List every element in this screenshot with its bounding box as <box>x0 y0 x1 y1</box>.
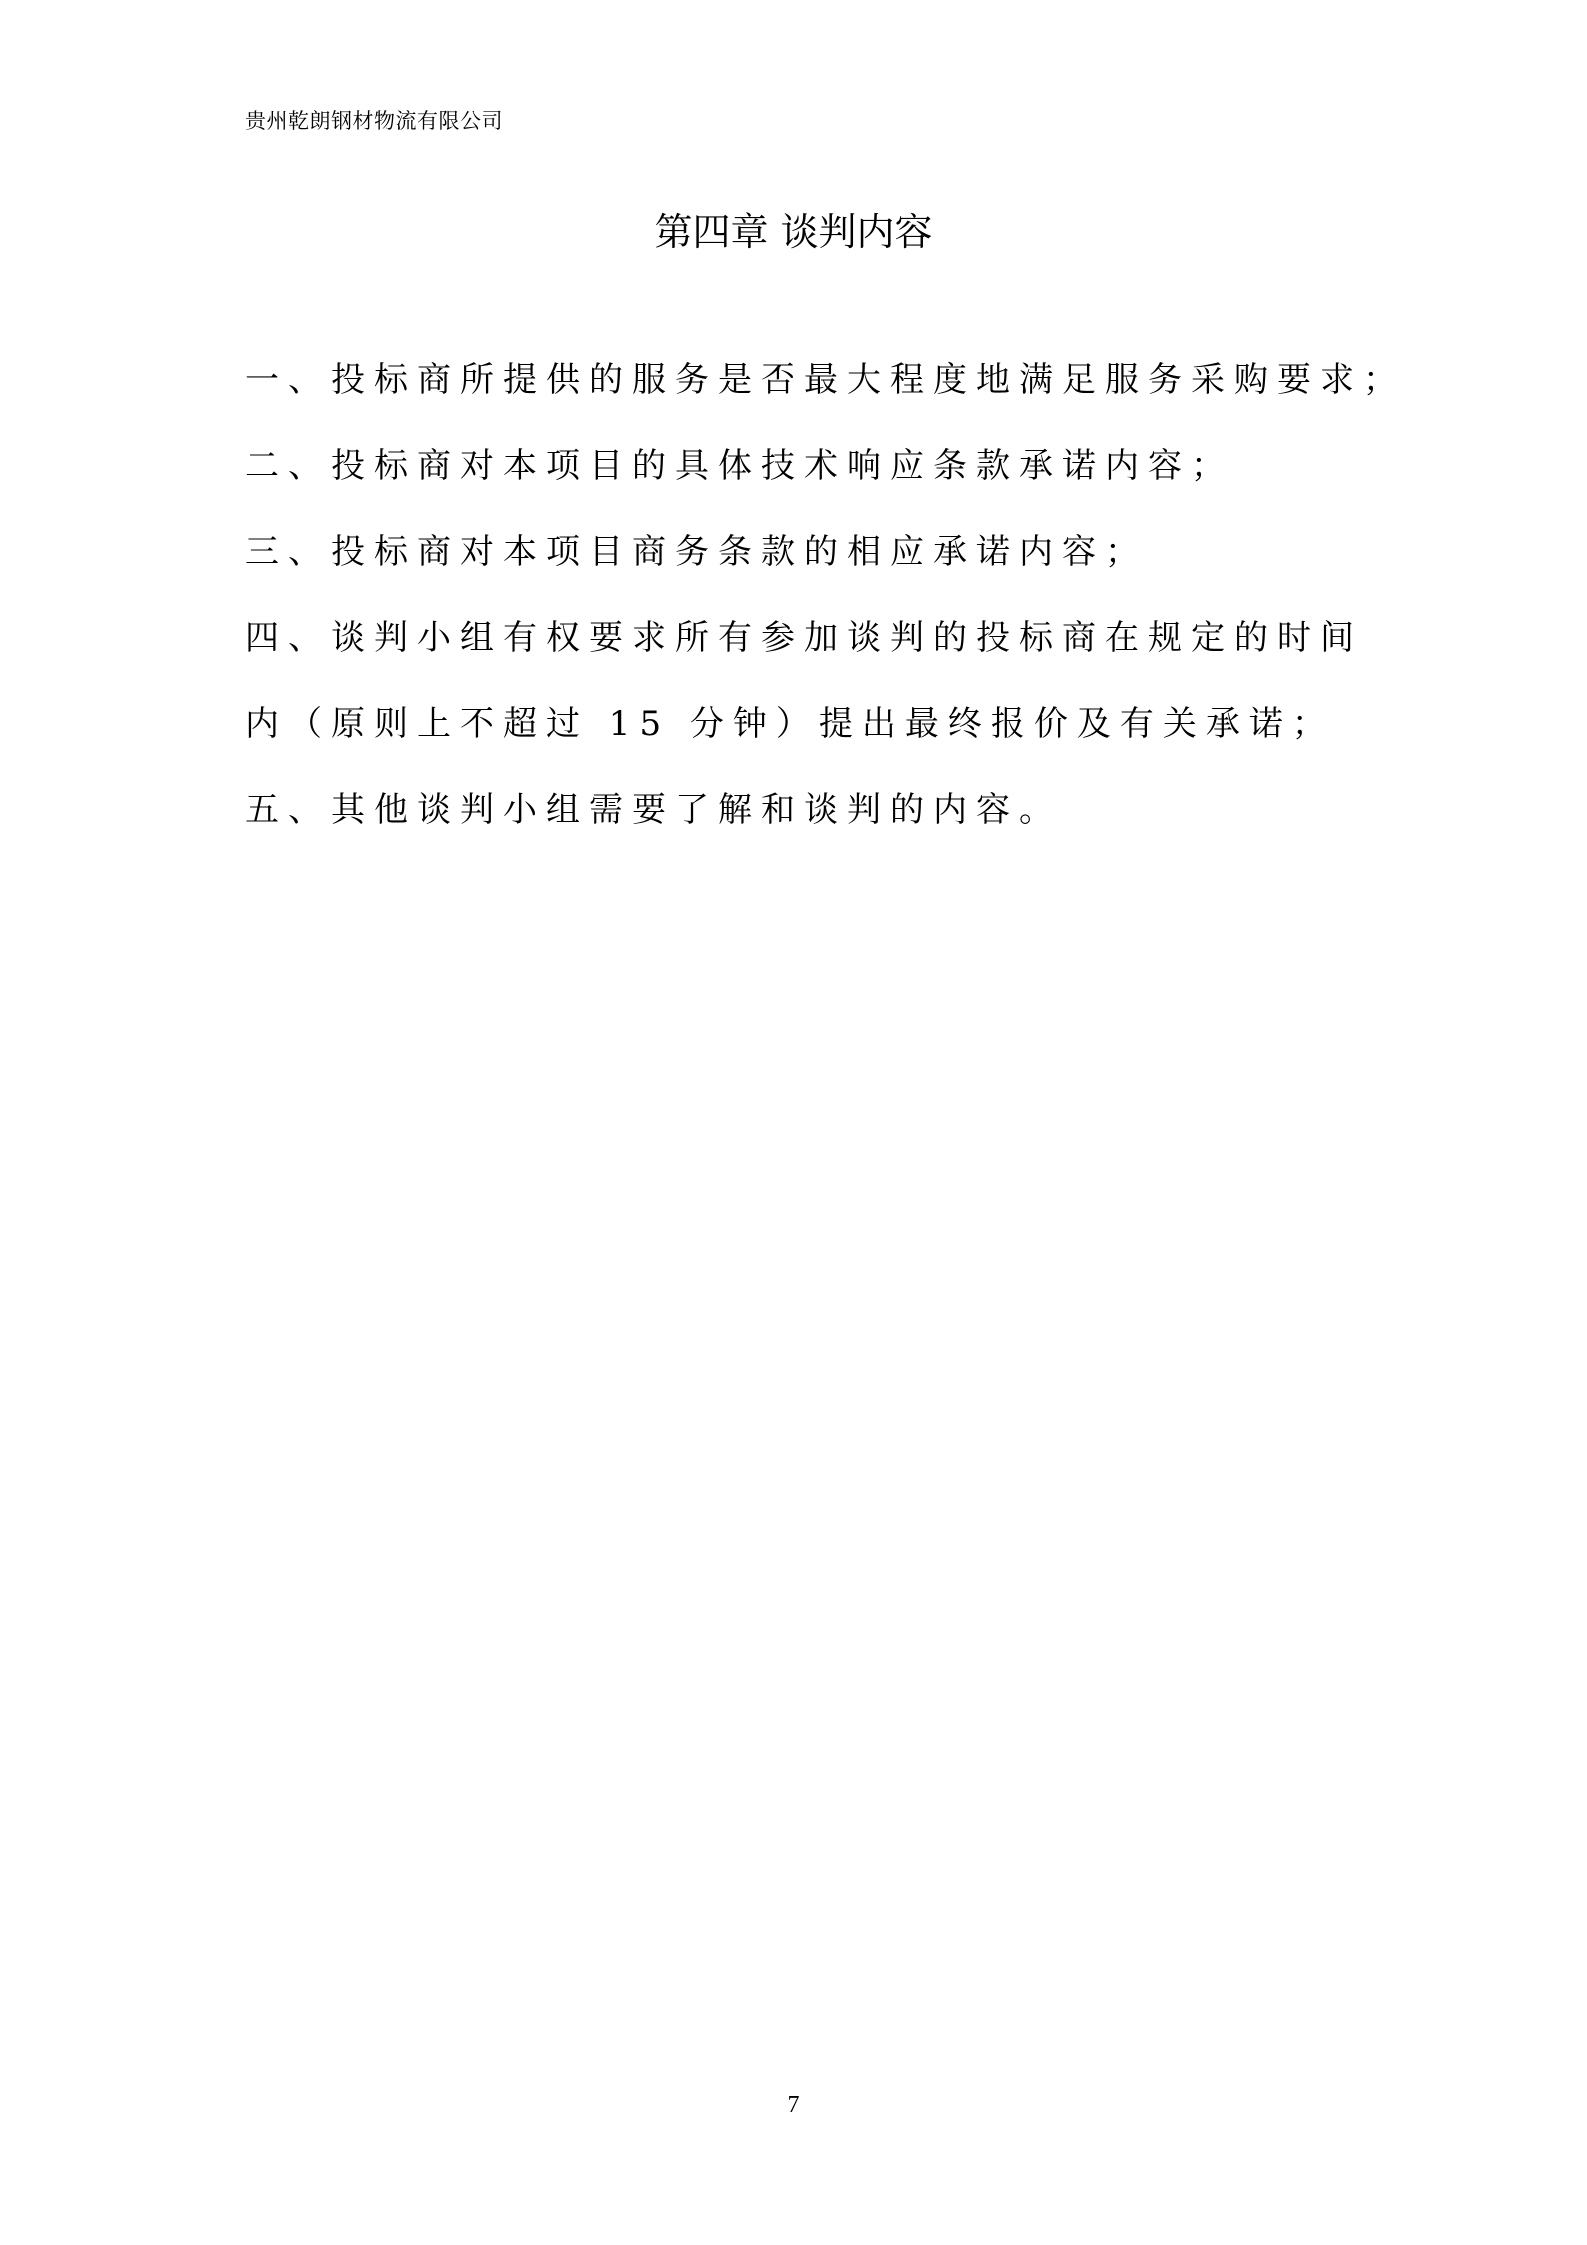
content-item-1: 一、投标商所提供的服务是否最大程度地满足服务采购要求； <box>245 360 1406 400</box>
page-number: 7 <box>787 2092 800 2118</box>
content-item-4: 四、谈判小组有权要求所有参加谈判的投标商在规定的时间 <box>245 618 1363 658</box>
content-item-4-continued: 内（原则上不超过 15 分钟）提出最终报价及有关承诺； <box>245 704 1335 744</box>
content-item-5: 五、其他谈判小组需要了解和谈判的内容。 <box>245 790 1062 830</box>
chapter-title: 第四章 谈判内容 <box>654 210 933 254</box>
content-item-3: 三、投标商对本项目商务条款的相应承诺内容； <box>245 532 1148 572</box>
content-item-2: 二、投标商对本项目的具体技术响应条款承诺内容； <box>245 446 1234 486</box>
header-company-name: 贵州乾朗钢材物流有限公司 <box>245 109 503 133</box>
content-body <box>245 337 1406 853</box>
